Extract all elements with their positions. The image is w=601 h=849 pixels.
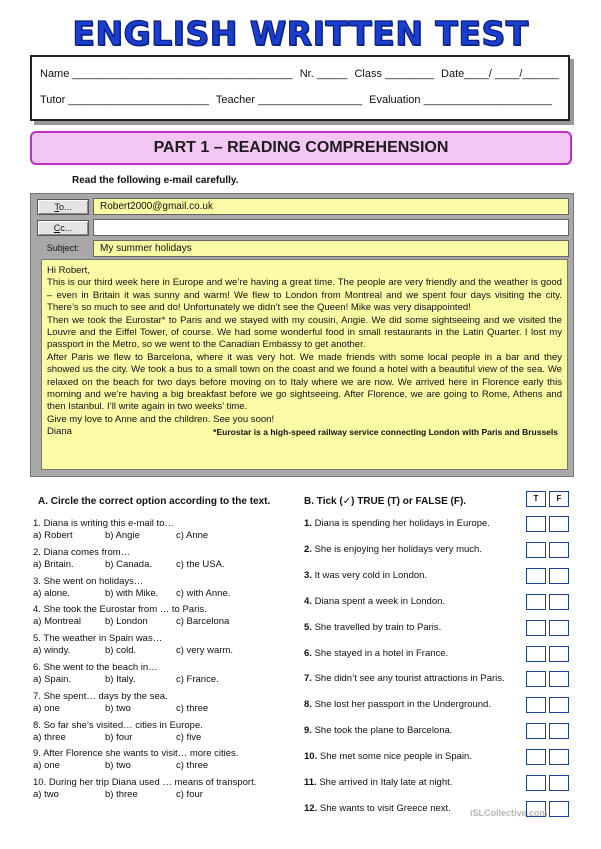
answer-options: [33, 760, 293, 772]
statement-number: 6.: [304, 647, 312, 659]
option-a[interactable]: a) windy.: [33, 645, 71, 657]
email-body: [41, 259, 568, 470]
question-item: [33, 547, 293, 571]
true-checkbox[interactable]: [526, 542, 546, 558]
statement-content: She stayed in a hotel in France.: [314, 647, 449, 659]
statement-number: 12.: [304, 802, 318, 814]
true-checkbox[interactable]: [526, 646, 546, 662]
eurostar-footnote: *Eurostar is a high-speed railway service connecting London with Paris and Brussels: [213, 427, 558, 438]
email-window: [30, 193, 574, 477]
true-false-row: [304, 775, 574, 791]
option-a[interactable]: a) two: [33, 789, 59, 801]
question-prompt: She went to the beach in…: [43, 662, 158, 673]
true-false-row: [304, 749, 574, 765]
answer-options: [33, 616, 293, 628]
statement-number: 1.: [304, 518, 312, 529]
question-number: 9.: [33, 748, 41, 760]
option-a[interactable]: a) alone.: [33, 587, 70, 599]
question-text: [33, 720, 293, 732]
true-false-row: [304, 568, 574, 584]
answer-options: [33, 530, 293, 542]
option-b[interactable]: b) two: [105, 760, 131, 772]
question-item: [33, 518, 293, 542]
question-text: [33, 633, 293, 645]
true-false-row: [304, 646, 574, 662]
statement-content: She is enjoying her holidays very much.: [314, 543, 482, 555]
false-checkbox[interactable]: [549, 594, 569, 610]
to-button[interactable]: To...: [37, 199, 89, 215]
question-text: [33, 576, 293, 588]
statement-content: She took the plane to Barcelona.: [314, 725, 453, 737]
option-c[interactable]: c) three: [176, 760, 209, 772]
class-field[interactable]: Class ________: [354, 68, 434, 80]
true-checkbox[interactable]: [526, 516, 546, 532]
subject-field[interactable]: My summer holidays: [93, 240, 569, 257]
option-a[interactable]: a) one: [33, 760, 60, 772]
option-a[interactable]: a) Montreal: [33, 616, 82, 628]
cc-button[interactable]: Cc...: [37, 220, 89, 236]
true-false-row: [304, 671, 574, 687]
option-b[interactable]: b) London: [105, 616, 148, 628]
question-prompt: Diana is writing this e-mail to…: [43, 518, 174, 529]
statement-number: 10.: [304, 751, 318, 763]
true-checkbox[interactable]: [526, 697, 546, 713]
option-b[interactable]: b) Italy.: [105, 674, 136, 685]
false-checkbox[interactable]: [549, 620, 569, 636]
statement-content: She wants to visit Greece next.: [319, 802, 451, 814]
question-prompt: Diana comes from…: [43, 546, 131, 558]
statement-number: 11.: [304, 777, 317, 788]
statement-text: [304, 777, 452, 788]
student-info-row-1: [40, 68, 563, 80]
question-text: [33, 547, 293, 559]
statement-text: [304, 518, 490, 529]
part-title-banner: PART 1 – READING COMPREHENSION: [30, 131, 572, 165]
question-prompt: She spent… days by the sea.: [43, 690, 168, 702]
true-false-row: [304, 542, 574, 558]
option-b[interactable]: b) three: [105, 789, 138, 801]
student-info-box: [30, 55, 570, 121]
false-checkbox[interactable]: [549, 568, 569, 584]
true-checkbox[interactable]: [526, 594, 546, 610]
statement-content: She travelled by train to Paris.: [314, 621, 442, 633]
question-text: [33, 662, 293, 674]
section-a-title: A. Circle the correct option according to the text.: [38, 496, 271, 507]
statement-text: [304, 596, 445, 607]
question-number: 6.: [33, 662, 41, 673]
true-false-row: [304, 620, 574, 636]
option-b[interactable]: b) cold.: [105, 645, 137, 657]
question-prompt: She took the Eurostar from … to Paris.: [43, 604, 207, 616]
option-c[interactable]: c) four: [176, 789, 203, 801]
question-text: [33, 777, 293, 789]
true-false-row: [304, 723, 574, 739]
option-b[interactable]: b) Angie: [105, 530, 140, 541]
statement-content: Diana is spending her holidays in Europe.: [314, 518, 490, 529]
option-c[interactable]: c) very warm.: [176, 645, 233, 657]
statement-text: [304, 544, 482, 555]
question-text: [33, 748, 293, 760]
option-a[interactable]: a) three: [33, 731, 66, 743]
email-closing: Give my love to Anne and the children. See you soon!: [47, 413, 275, 425]
false-checkbox[interactable]: [549, 697, 569, 713]
option-c[interactable]: c) Barcelona: [176, 616, 230, 628]
question-prompt: She went on holidays…: [43, 575, 144, 587]
signature-row: [47, 426, 562, 439]
false-checkbox[interactable]: [549, 723, 569, 739]
tutor-field[interactable]: Tutor _______________________: [40, 94, 210, 106]
statement-content: Diana spent a week in London.: [314, 595, 446, 607]
question-prompt: After Florence she wants to visit… more cities.: [43, 748, 239, 760]
true-checkbox[interactable]: [526, 671, 546, 687]
statement-content: It was very cold in London.: [314, 569, 428, 581]
true-checkbox[interactable]: [526, 775, 546, 791]
question-number: 4.: [33, 604, 41, 616]
question-number: 7.: [33, 690, 41, 702]
name-field[interactable]: Name ____________________________________: [40, 68, 293, 80]
option-c[interactable]: c) the USA.: [176, 558, 225, 570]
question-prompt: So far she’s visited… cities in Europe.: [43, 719, 203, 731]
false-checkbox[interactable]: [549, 542, 569, 558]
question-item: [33, 691, 293, 715]
option-c[interactable]: c) France.: [176, 674, 219, 685]
statement-number: 9.: [304, 725, 312, 737]
question-number: 10.: [33, 777, 47, 789]
true-false-row: [304, 594, 574, 610]
false-column-header: F: [549, 491, 569, 507]
statement-content: She didn’t see any tourist attractions in Paris.: [314, 673, 505, 685]
false-checkbox[interactable]: [549, 775, 569, 791]
page-title: ENGLISH WRITTEN TEST: [72, 14, 529, 53]
question-item: [33, 662, 293, 686]
question-text: [33, 604, 293, 616]
answer-options: [33, 789, 293, 801]
question-item: [33, 633, 293, 657]
number-field[interactable]: Nr. _____: [299, 68, 348, 80]
statement-text: [304, 803, 451, 814]
statement-number: 7.: [304, 673, 312, 685]
true-checkbox[interactable]: [526, 568, 546, 584]
option-a[interactable]: a) Spain.: [33, 674, 72, 685]
statement-content: She met some nice people in Spain.: [319, 751, 472, 763]
cc-field[interactable]: [93, 219, 569, 236]
question-text: [33, 518, 293, 530]
option-a[interactable]: a) Robert: [33, 530, 73, 541]
email-paragraph-1: This is our third week here in Europe and we’re having a great time. The people are very friendly and the weather is good – even in Britain it was sunny and warm! We flew to London from Montreal and we spent four days visiting the city. There’s so much to see and do! Unfortunately we didn’t see the Queen! Mike was very disappointed!: [47, 277, 562, 314]
question-number: 3.: [33, 575, 41, 587]
option-b[interactable]: b) four: [105, 731, 133, 743]
email-paragraph-3: After Paris we flew to Barcelona, where it was very hot. We made friends with some local people in a bar and they showed us the city. We took a bus to a small town on the coast and we found a hotel with a beautiful view of the sea. We relaxed on the beach for two days before moving on to Italy where we are now. We arrived here in Florence early this morning and we’re having a big breakfast before we go sightseeing. After Florence, we are going to Rome, Athens and then Istanbul. I’ll write again in two weeks’ time.: [47, 351, 562, 413]
option-a[interactable]: a) one: [33, 702, 60, 714]
section-b-title: B. Tick (✓) TRUE (T) or FALSE (F).: [304, 496, 467, 507]
statement-number: 5.: [304, 621, 312, 633]
question-number: 2.: [33, 546, 41, 558]
true-checkbox[interactable]: [526, 620, 546, 636]
false-checkbox[interactable]: [549, 646, 569, 662]
subject-label: Subject:: [46, 243, 80, 253]
question-prompt: The weather in Spain was…: [43, 633, 163, 645]
evaluation-field[interactable]: Evaluation _____________________: [369, 94, 553, 106]
option-c[interactable]: c) with Anne.: [176, 587, 231, 599]
watermark: iSLCollective.com: [470, 808, 548, 818]
statement-text: [304, 699, 491, 710]
option-c[interactable]: c) three: [176, 702, 209, 714]
true-false-row: [304, 697, 574, 713]
option-b[interactable]: b) two: [105, 702, 131, 714]
option-c[interactable]: c) five: [176, 731, 202, 743]
statement-text: [304, 673, 505, 684]
statement-content: She arrived in Italy late at night.: [319, 777, 453, 788]
question-number: 8.: [33, 719, 41, 731]
option-a[interactable]: a) Britain.: [33, 558, 74, 570]
false-checkbox[interactable]: [549, 801, 569, 817]
statement-text: [304, 570, 427, 581]
true-column-header: T: [526, 491, 546, 507]
answer-options: [33, 588, 293, 600]
false-checkbox[interactable]: [549, 749, 569, 765]
answer-options: [33, 732, 293, 744]
question-item: [33, 748, 293, 772]
true-checkbox[interactable]: [526, 749, 546, 765]
question-item: [33, 777, 293, 801]
question-number: 5.: [33, 633, 41, 645]
question-number: 1.: [33, 518, 41, 529]
question-item: [33, 720, 293, 744]
answer-options: [33, 559, 293, 571]
false-checkbox[interactable]: [549, 671, 569, 687]
option-b[interactable]: b) with Mike.: [105, 587, 159, 599]
statement-number: 3.: [304, 569, 312, 581]
statement-text: [304, 725, 452, 736]
question-text: [33, 691, 293, 703]
answer-options: [33, 703, 293, 715]
statement-text: [304, 751, 472, 762]
statement-text: [304, 648, 448, 659]
question-item: [33, 604, 293, 628]
student-info-row-2: [40, 94, 556, 106]
email-paragraph-2: Then we took the Eurostar* to Paris and we stayed with my cousin, Angie. We did some sightseeing and we visited the Louvre and the Eiffel Tower, of course. We had some wonderful food in small restaurants in the Latin Quarter. I lost my passport in the Metro, so we went to the Canadian Embassy to get another.: [47, 314, 562, 351]
statement-number: 2.: [304, 543, 312, 555]
statement-number: 8.: [304, 699, 312, 711]
option-c[interactable]: c) Anne: [176, 530, 209, 541]
read-instruction: Read the following e-mail carefully.: [72, 175, 239, 186]
email-greeting: Hi Robert,: [47, 265, 90, 276]
statement-content: She lost her passport in the Underground.: [314, 699, 491, 711]
question-item: [33, 576, 293, 600]
to-field[interactable]: Robert2000@gmail.co.uk: [93, 198, 569, 215]
question-prompt: During her trip Diana used … means of transport.: [48, 777, 257, 789]
statement-text: [304, 622, 441, 633]
false-checkbox[interactable]: [549, 516, 569, 532]
teacher-field[interactable]: Teacher _________________: [215, 94, 363, 106]
true-checkbox[interactable]: [526, 723, 546, 739]
answer-options: [33, 645, 293, 657]
option-b[interactable]: b) Canada.: [105, 558, 153, 570]
date-field[interactable]: Date____/ ____/______: [441, 68, 560, 80]
true-false-row: [304, 516, 574, 532]
email-signature: Diana: [47, 426, 72, 438]
statement-number: 4.: [304, 595, 312, 607]
answer-options: [33, 674, 293, 686]
